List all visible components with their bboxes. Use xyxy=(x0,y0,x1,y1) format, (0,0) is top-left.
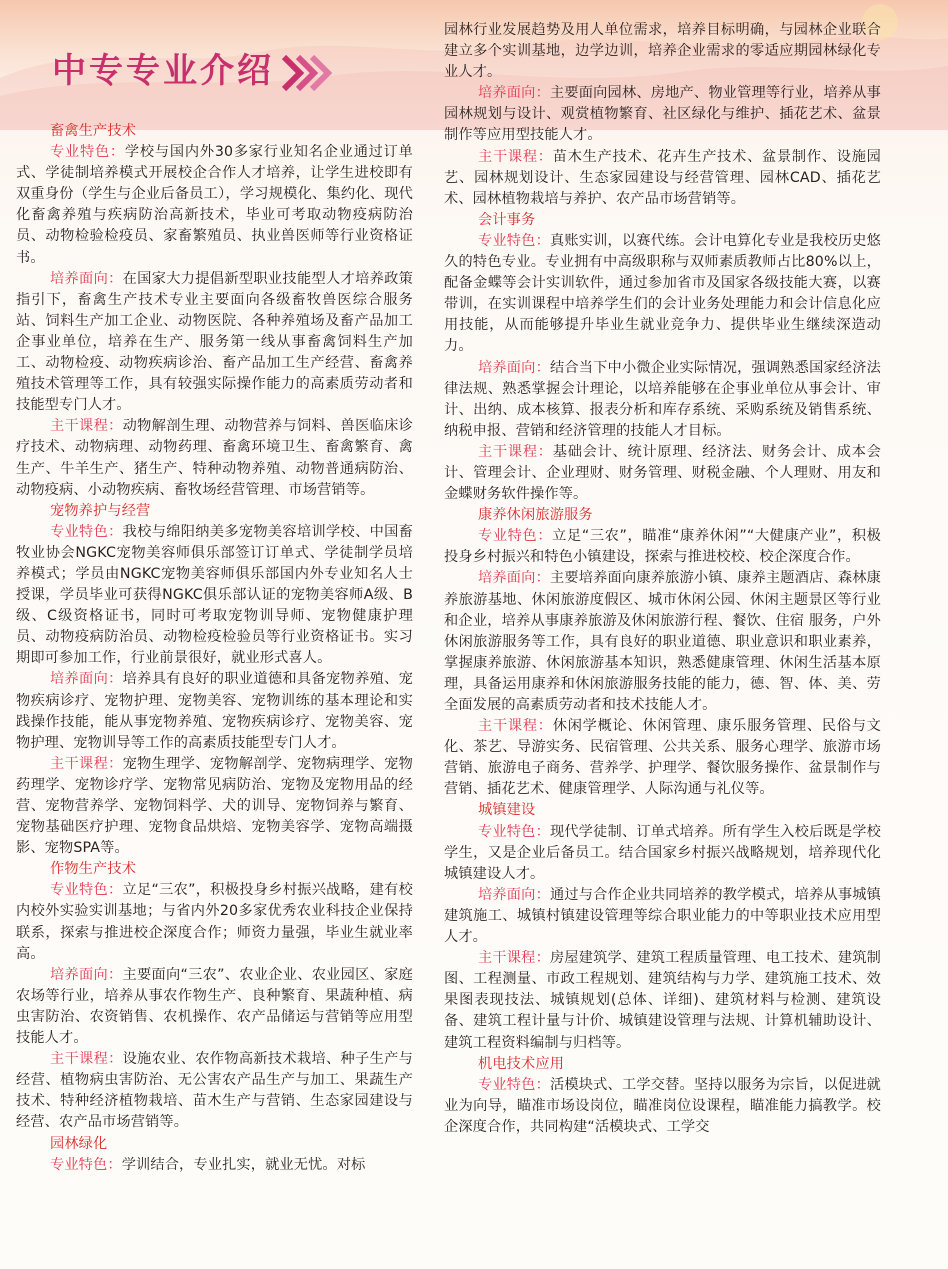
electromechanical-feature-text: 活模块式、工学交替。坚持以服务为宗旨，以促进就业为向导，瞄准市场设岗位，瞄准岗位设课程，瞄准能力搞教学。校企深度合作，共同构建“活模块式、工学交 xyxy=(444,1076,881,1135)
page-title xyxy=(52,46,336,96)
accounting-direction-text: 结合当下中小微企业实际情况，强调熟悉国家经济法律法规、熟悉掌握会计理论，以培养能够在企事业单位从事会计、审计、出纳、成本核算、报表分析和库存系统、采购系统及销售系统、纳税申报、营销和经济管理的技能人才目标。 xyxy=(444,359,881,439)
feature-label: 专业特色： xyxy=(478,528,553,545)
electromechanical-feature xyxy=(444,1075,881,1138)
construction-courses-text: 房屋建筑学、建筑工程质量管理、电工技术、建筑制图、工程测量、市政工程规划、建筑结构与力学、建筑施工技术、效果图表现技法、城镇规划(总体、详细)、建筑材料与检测、建筑设备、建筑工程计量与计价、城镇建设管理与法规、计算机辅助设计、建筑工程资料编制与归档等。 xyxy=(444,950,881,1051)
right-column xyxy=(444,20,881,1138)
landscape-courses-text: 苗木生产技术、花卉生产技术、盆景制作、设施园艺、园林规划设计、生态家园建设与经营管理、园林CAD、插花艺术、园林植物栽培与养护、农产品市场营销等。 xyxy=(444,148,881,207)
major-title-wellness-tourism: 康养休闲旅游服务 xyxy=(478,507,593,524)
accounting-feature xyxy=(444,231,881,358)
major-title-landscape: 园林绿化 xyxy=(50,1135,108,1152)
courses-label: 主干课程： xyxy=(50,755,123,772)
courses-label: 主干课程： xyxy=(478,718,553,735)
major-title-pet: 宠物养护与经营 xyxy=(50,502,151,519)
crop-courses-text: 设施农业、农作物高新技术栽培、种子生产与经营、植物病虫害防治、无公害农产品生产与加工、果蔬生产技术、特种经济植物栽培、苗木生产与营销、生态家园建设与经营、农产品市场营销等。 xyxy=(16,1051,413,1131)
courses-label: 主干课程： xyxy=(478,950,550,967)
feature-label: 专业特色： xyxy=(50,882,123,899)
accounting-courses-text: 基础会计、统计原理、经济法、财务会计、成本会计、管理会计、企业理财、财务管理、财税金融、个人理财、用友和金蝶财务软件操作等。 xyxy=(444,443,881,503)
feature-label: 专业特色： xyxy=(50,1156,122,1173)
pet-courses xyxy=(16,754,413,859)
pet-direction xyxy=(16,669,413,753)
crop-direction-text: 主要面向“三农”、农业企业、农业园区、家庭农场等行业，培养从事农作物生产、良种繁育、果蔬种植、病虫害防治、农资销售、农机操作、农产品储运与营销等应用型技能人才。 xyxy=(16,966,413,1047)
major-title-crop: 作物生产技术 xyxy=(50,861,137,878)
pet-feature-text: 我校与绵阳纳美多宠物美容培训学校、中国畜牧业协会NGKC宠物美容师俱乐部签订订单式、学徒制学员培养模式；学员由NGKC宠物美容师俱乐部国内外专业知名人士授课，学员毕业可获得NGKC俱乐部认证的宠物美容师A级、B级、C级资格证书，同时可考取宠物训导师、宠物健康护理员、动物疫病防治员、动物检疫检验员等行业资格证书。实习期即可参加工作，行业前景很好，就业形式喜人。 xyxy=(16,523,413,667)
major-title-livestock: 畜禽生产技术 xyxy=(50,123,137,139)
courses-label: 主干课程： xyxy=(478,148,553,165)
construction-direction xyxy=(444,885,881,948)
direction-label: 培养面向： xyxy=(478,570,550,587)
major-title-electromechanical: 机电技术应用 xyxy=(478,1055,565,1072)
livestock-feature-text: 学校与国内外30多家行业知名企业通过订单式、学徒制培养模式开展校企合作人才培养，让学生进校即有双重身份（学生与企业后备员工），学习规模化、集约化、现代化畜禽养殖与疾病防治高新技术，毕业可考取动物疫病防治员、动物检验检疫员、家畜繁殖员、执业兽医师等行业资格证书。 xyxy=(16,144,413,266)
feature-label: 专业特色： xyxy=(50,523,123,540)
double-chevron-right-icon xyxy=(280,54,336,92)
accounting-direction xyxy=(444,358,881,442)
direction-label: 培养面向： xyxy=(50,671,123,688)
direction-label: 培养面向： xyxy=(50,966,123,983)
landscape-direction xyxy=(444,83,881,146)
accounting-feature-text: 真账实训，以赛代练。会计电算化专业是我校历史悠久的特色专业。专业拥有中高级职称与双师素质教师占比80%以上，配备金蝶等会计实训软件，通过参加省市及国家各级技能大赛，以赛带训，在实训课程中培养学生们的会计业务处理能力和会计信息化应用技能，从而能够提升毕业生就业竞争力、提供毕业生继续深造动力。 xyxy=(444,232,881,355)
construction-direction-text: 通过与合作企业共同培养的教学模式，培养从事城镇建筑施工、城镇村镇建设管理等综合职业能力的中等职业技术应用型人才。 xyxy=(444,886,881,946)
direction-label: 培养面向： xyxy=(478,886,550,903)
feature-label: 专业特色： xyxy=(478,823,550,840)
major-title-urban-construction: 城镇建设 xyxy=(478,802,536,819)
direction-label: 培养面向： xyxy=(478,359,550,376)
courses-label: 主干课程： xyxy=(50,1051,123,1068)
landscape-feature-continued: 园林行业发展趋势及用人单位需求，培养目标明确，与园林企业联合建立多个实训基地，边学边训，培养企业需求的零适应期园林绿化专业人才。 xyxy=(444,22,881,81)
wellness-direction-text: 主要培养面向康养旅游小镇、康养主题酒店、森林康养旅游基地、休闲旅游度假区、城市休闲公园、休闲主题景区等行业和企业，培养从事康养旅游及休闲旅游行程、餐饮、住宿 服务，户外休闲旅游服务等工作，具有良好的职业道德、职业意识和职业素养，掌握康养旅游、休闲旅游基本知识，熟悉健康管理、休闲生活基本原理，具备运用康养和休闲旅游服务技能的能力，德、智、体、美、劳全面发展的高素质劳动者和技术技能人才。 xyxy=(444,570,881,713)
feature-label: 专业特色： xyxy=(478,232,550,249)
pet-courses-text: 宠物生理学、宠物解剖学、宠物病理学、宠物药理学、宠物诊疗学、宠物常见病防治、宠物及宠物用品的经营、宠物营养学、宠物饲料学、犬的训导、宠物饲养与繁育、宠物基础医疗护理、宠物食品烘焙、宠物美容学、宠物高端摄影、宠物SPA等。 xyxy=(16,755,413,857)
construction-feature-text: 现代学徒制、订单式培养。所有学生入校后既是学校学生，又是企业后备员工。结合国家乡村振兴战略规划，培养现代化城镇建设人才。 xyxy=(444,823,881,882)
landscape-courses xyxy=(444,147,881,210)
wellness-feature xyxy=(444,526,881,568)
crop-feature-text: 立足“三农”，积极投身乡村振兴战略，建有校内校外实验实训基地；与省内外20多家优秀农业科技企业保持联系，探索与推进校企深度合作；师资力量强，毕业生就业率高。 xyxy=(16,882,413,962)
accounting-courses xyxy=(444,442,881,505)
livestock-feature xyxy=(16,142,413,269)
livestock-direction xyxy=(16,269,413,417)
pet-direction-text: 培养具有良好的职业道德和具备宠物养殖、宠物疾病诊疗、宠物护理、宠物美容、宠物训练的基本理论和实践操作技能，能从事宠物养殖、宠物疾病诊疗、宠物美容、宠物护理、宠物训导等工作的高素质技能型专门人才。 xyxy=(16,671,413,751)
wellness-courses xyxy=(444,716,881,800)
direction-label: 培养面向： xyxy=(50,270,123,287)
wellness-courses-text: 休闲学概论、休闲管理、康乐服务管理、民俗与文化、茶艺、导游实务、民宿管理、公共关系、服务心理学、旅游市场营销、旅游电子商务、营养学、护理学、餐饮服务操作、盆景制作与营销、插花艺术、健康管理学、人际沟通与礼仪等。 xyxy=(444,718,881,798)
landscape-feature xyxy=(16,1155,413,1176)
direction-label: 培养面向： xyxy=(478,85,550,102)
wellness-feature-text: 立足“三农”，瞄准“康养休闲”“大健康产业”，积极投身乡村振兴和特色小镇建设，探索与推进校校、校企深度合作。 xyxy=(444,528,881,566)
left-column xyxy=(16,121,413,1176)
crop-direction xyxy=(16,965,413,1049)
livestock-courses xyxy=(16,416,413,500)
courses-label: 主干课程： xyxy=(478,443,553,460)
construction-feature xyxy=(444,822,881,885)
livestock-direction-text: 在国家大力提倡新型职业技能型人才培养政策指引下，畜禽生产技术专业主要面向各级畜牧兽医综合服务站、饲料生产加工企业、动物医院、各种养殖场及畜产品加工企事业单位，培养在生产、服务第一线从事畜禽饲料生产加工、动物检疫、动物疾病诊治、畜产品加工生产经营、畜禽养殖技术管理等工作，具有较强实际操作能力的高素质劳动者和技能型专门人才。 xyxy=(16,270,413,414)
landscape-feature-text: 学训结合，专业扎实，就业无忧。对标 xyxy=(121,1156,366,1173)
feature-label: 专业特色： xyxy=(50,144,125,161)
landscape-direction-text: 主要面向园林、房地产、物业管理等行业，培养从事园林规划与设计、观赏植物繁育、社区绿化与维护、插花艺术、盆景制作等应用型技能人才。 xyxy=(444,85,881,144)
crop-courses xyxy=(16,1049,413,1133)
pet-feature xyxy=(16,522,413,670)
feature-label: 专业特色： xyxy=(478,1076,550,1093)
construction-courses xyxy=(444,948,881,1053)
courses-label: 主干课程： xyxy=(50,418,123,435)
page-title-text: 中专专业介绍 xyxy=(52,51,274,91)
wellness-direction xyxy=(444,568,881,716)
crop-feature xyxy=(16,880,413,964)
livestock-courses-text: 动物解剖生理、动物营养与饲料、兽医临床诊疗技术、动物病理、动物药理、畜禽环境卫生、畜禽繁育、禽生产、牛羊生产、猪生产、特种动物养殖、动物普通病防治、动物疫病、小动物疾病、畜牧场经营管理、市场营销等。 xyxy=(16,418,413,498)
major-title-accounting: 会计事务 xyxy=(478,211,536,228)
